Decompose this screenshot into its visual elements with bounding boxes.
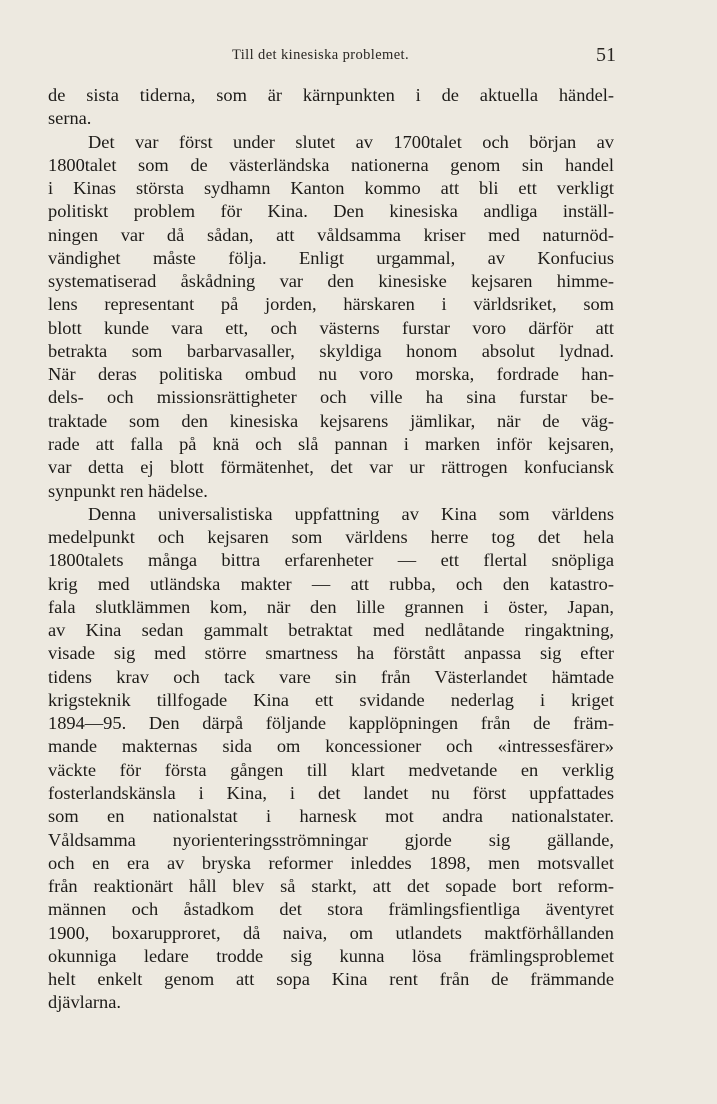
text-line: visade sig med större smartness ha förstått anpassa sig efter <box>48 643 614 664</box>
text-line: Denna universalistiska uppfattning av Kina som världens <box>88 503 614 524</box>
text-line: tidens krav och tack vare sin från Västerlandet hämtade <box>48 666 614 687</box>
running-title: Till det kinesiska problemet. <box>232 47 409 63</box>
text-line: synpunkt ren hädelse. <box>48 480 208 501</box>
text-line: väckte för första gången till klart medvetande en verklig <box>48 759 614 780</box>
text-line: i Kinas största sydhamn Kanton kommo att bli ett verkligt <box>48 178 614 199</box>
text-line: var detta ej blott förmätenhet, det var ur rättrogen konfuciansk <box>48 457 614 478</box>
text-line: rade att falla på knä och slå pannan i marken inför kejsaren, <box>48 433 614 454</box>
running-head <box>0 40 717 70</box>
text-line: männen och åstadkom det stora främlingsfientliga äventyret <box>48 899 614 920</box>
text-line: dels- och missionsrättigheter och ville ha sina furstar be- <box>48 387 614 408</box>
text-line: och en era av bryska reformer inleddes 1898, men motsvallet <box>48 852 614 873</box>
text-line: systematiserad åskådning var den kinesiske kejsaren himme- <box>48 271 614 292</box>
text-line: fosterlandskänsla i Kina, i det landet nu först uppfattades <box>48 782 614 803</box>
text-line: betrakta som barbarvasaller, skyldiga honom absolut lydnad. <box>48 340 614 361</box>
text-line: traktade som den kinesiska kejsarens jämlikar, när de väg- <box>48 410 614 431</box>
text-line: av Kina sedan gammalt betraktat med nedlåtande ringaktning, <box>48 620 614 641</box>
text-line: helt enkelt genom att sopa Kina rent från de främmande <box>48 969 614 990</box>
text-line: När deras politiska ombud nu voro morska, fordrade han- <box>48 364 614 385</box>
text-line: 1900, boxarupproret, då naiva, om utlandets maktförhållanden <box>48 922 614 943</box>
text-line: de sista tiderna, som är kärnpunkten i de aktuella händel- <box>48 85 614 105</box>
text-line: okunniga ledare trodde sig kunna lösa främlingsproblemet <box>48 945 614 966</box>
text-line: krig med utländska makter — att rubba, och den katastro- <box>48 573 614 594</box>
text-line: krigsteknik tillfogade Kina ett svidande nederlag i kriget <box>48 689 614 710</box>
text-line: blott kunde vara ett, och västerns furstar voro därför att <box>48 317 614 338</box>
text-line: medelpunkt och kejsaren som världens herre tog det hela <box>48 527 614 548</box>
text-line: från reaktionärt håll blev så starkt, att det sopade bort reform- <box>48 876 614 897</box>
text-line: serna. <box>48 108 92 129</box>
text-line: 1894—95. Den därpå följande kapplöpningen från de främ- <box>48 713 614 734</box>
page-number: 51 <box>596 44 616 66</box>
text-line: politiskt problem för Kina. Den kinesiska andliga inställ- <box>48 201 614 222</box>
text-line: djävlarna. <box>48 992 122 1013</box>
text-line: som en nationalstat i harnesk mot andra nationalstater. <box>48 806 614 827</box>
text-line: lens representant på jorden, härskaren i världsriket, som <box>48 294 614 315</box>
text-line: ningen var då sådan, att våldsamma kriser med naturnöd- <box>48 224 614 245</box>
body-text <box>48 84 614 1015</box>
text-line: 1800talets många bittra erfarenheter — ett flertal snöpliga <box>48 550 614 571</box>
text-line: fala slutklämmen kom, när den lille grannen i öster, Japan, <box>48 596 614 617</box>
text-line: mande makternas sida om koncessioner och «intressesfärer» <box>48 736 614 757</box>
text-line: vändighet måste följa. Enligt urgammal, av Konfucius <box>48 247 614 268</box>
text-line: Våldsamma nyorienteringsströmningar gjorde sig gällande, <box>48 829 614 850</box>
text-line: Det var först under slutet av 1700talet och början av <box>88 131 614 152</box>
text-line: 1800talet som de västerländska nationerna genom sin handel <box>48 154 614 175</box>
